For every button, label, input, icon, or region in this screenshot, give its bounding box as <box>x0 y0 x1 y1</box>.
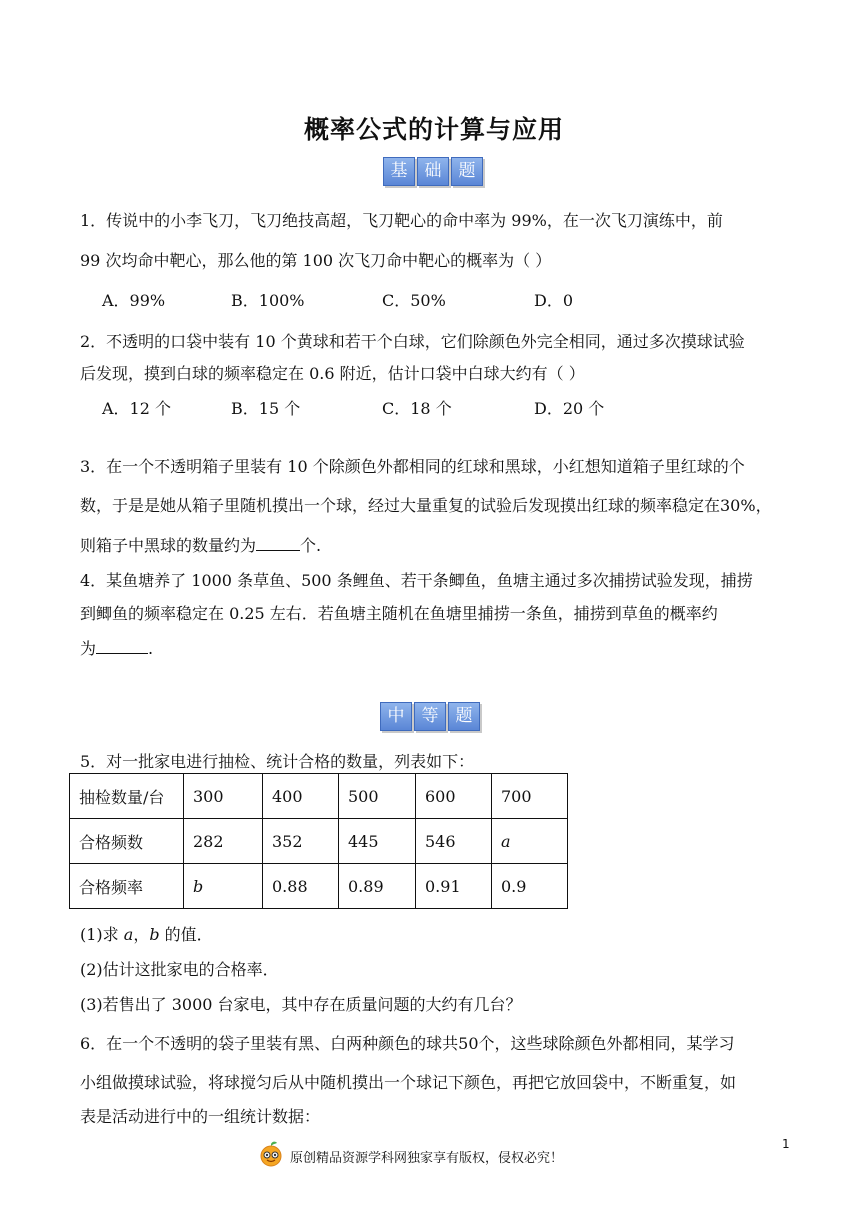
q5-sub1-sep: ， <box>133 925 150 944</box>
q5-sub1-prefix: (1)求 <box>80 925 124 944</box>
q4-line2: 到鲫鱼的频率稳定在 0.25 左右．若鱼塘主随机在鱼塘里捕捞一条鱼，捕捞到草鱼的概率约 <box>80 604 718 623</box>
q4-line3-prefix: 为 <box>80 639 97 658</box>
q5-sub1-suffix: 的值． <box>159 925 213 944</box>
table-cell: 445 <box>339 819 416 864</box>
q3-line1: 3．在一个不透明箱子里装有 10 个除颜色外都相同的红球和黑球，小红想知道箱子里红球的个 <box>80 457 745 476</box>
q2-option-a: A．12 个 <box>102 399 172 418</box>
q1-line1: 1．传说中的小李飞刀，飞刀绝技高超，飞刀靶心的命中率为 99%，在一次飞刀演练中，前 <box>80 211 723 230</box>
q3-line2: 数，于是是她从箱子里随机摸出一个球，经过大量重复的试验后发现摸出红球的频率稳定在30%， <box>80 496 772 515</box>
table-cell <box>492 819 568 864</box>
badge-char: 中 <box>380 702 412 731</box>
badge-char: 础 <box>417 157 449 186</box>
table-cell: 0.91 <box>416 864 492 909</box>
table-cell: 0.9 <box>492 864 568 909</box>
badge-char: 等 <box>414 702 446 731</box>
table-cell: 0.88 <box>263 864 339 909</box>
variable-a: a <box>123 925 134 944</box>
q5-intro: 5．对一批家电进行抽检、统计合格的数量，列表如下： <box>80 752 475 771</box>
q1-option-d: D．0 <box>534 291 574 310</box>
page-number: 1 <box>782 1137 790 1151</box>
variable-b: b <box>149 925 160 944</box>
table-cell: 282 <box>184 819 263 864</box>
q1-option-a: A．99% <box>102 291 166 310</box>
q1-option-c: C．50% <box>382 291 446 310</box>
variable-a: a <box>501 831 511 851</box>
q2-option-b: B．15 个 <box>231 399 301 418</box>
table-cell: 300 <box>184 774 263 819</box>
q2-line1: 2．不透明的口袋中装有 10 个黄球和若干个白球，它们除颜色外完全相同，通过多次摸球试验 <box>80 332 745 351</box>
page-title: 概率公式的计算与应用 <box>303 115 564 144</box>
section-badge-medium <box>380 702 480 731</box>
table-cell <box>184 864 263 909</box>
table-row <box>70 864 568 909</box>
table-cell: 700 <box>492 774 568 819</box>
q4-line1: 4．某鱼塘养了 1000 条草鱼、500 条鲤鱼、若干条鲫鱼，鱼塘主通过多次捕捞试验发现，捕捞 <box>80 571 753 590</box>
q6-line2: 小组做摸球试验，将球搅匀后从中随机摸出一个球记下颜色，再把它放回袋中，不断重复，如 <box>80 1073 737 1092</box>
q3-line3-prefix: 则箱子中黑球的数量约为 <box>80 536 257 555</box>
q5-sub3: (3)若售出了 3000 台家电，其中存在质量问题的大约有几台？ <box>80 995 522 1014</box>
variable-b: b <box>193 876 204 896</box>
footer-copyright: 原创精品资源学科网独家享有版权，侵权必究！ <box>290 1150 564 1166</box>
q4-line3 <box>80 636 153 659</box>
table-cell: 0.89 <box>339 864 416 909</box>
table-cell: 400 <box>263 774 339 819</box>
q3-answer-blank[interactable] <box>256 536 300 551</box>
section-badge-basic <box>383 157 483 186</box>
badge-char: 基 <box>383 157 415 186</box>
table-cell: 合格频数 <box>70 819 184 864</box>
orange-mascot-icon <box>258 1141 284 1171</box>
footer <box>258 1141 563 1171</box>
q2-line2: 后发现，摸到白球的频率稳定在 0.6 附近，估计口袋中白球大约有（ ） <box>80 364 585 383</box>
table-row <box>70 774 568 819</box>
q4-answer-blank[interactable] <box>96 639 148 654</box>
table-cell: 500 <box>339 774 416 819</box>
q6-line3: 表是活动进行中的一组统计数据： <box>80 1107 321 1126</box>
q6-line1: 6．在一个不透明的袋子里装有黑、白两种颜色的球共50个，这些球除颜色外都相同，某学习 <box>80 1034 735 1053</box>
badge-char: 题 <box>448 702 480 731</box>
badge-char: 题 <box>451 157 483 186</box>
q3-line3-suffix: 个. <box>300 536 322 555</box>
table-cell: 抽检数量/台 <box>70 774 184 819</box>
q3-line3 <box>80 533 321 556</box>
table-cell: 546 <box>416 819 492 864</box>
table-cell: 352 <box>263 819 339 864</box>
q1-line2: 99 次均命中靶心，那么他的第 100 次飞刀命中靶心的概率为（ ） <box>80 251 552 270</box>
q4-line3-suffix: . <box>148 639 154 658</box>
q5-sub2: (2)估计这批家电的合格率． <box>80 960 279 979</box>
inspection-table <box>69 773 568 909</box>
table-cell: 合格频率 <box>70 864 184 909</box>
table-row <box>70 819 568 864</box>
q2-option-c: C．18 个 <box>382 399 452 418</box>
q1-option-b: B．100% <box>231 291 305 310</box>
q2-option-d: D．20 个 <box>534 399 605 418</box>
table-cell: 600 <box>416 774 492 819</box>
q5-sub1 <box>80 922 213 945</box>
